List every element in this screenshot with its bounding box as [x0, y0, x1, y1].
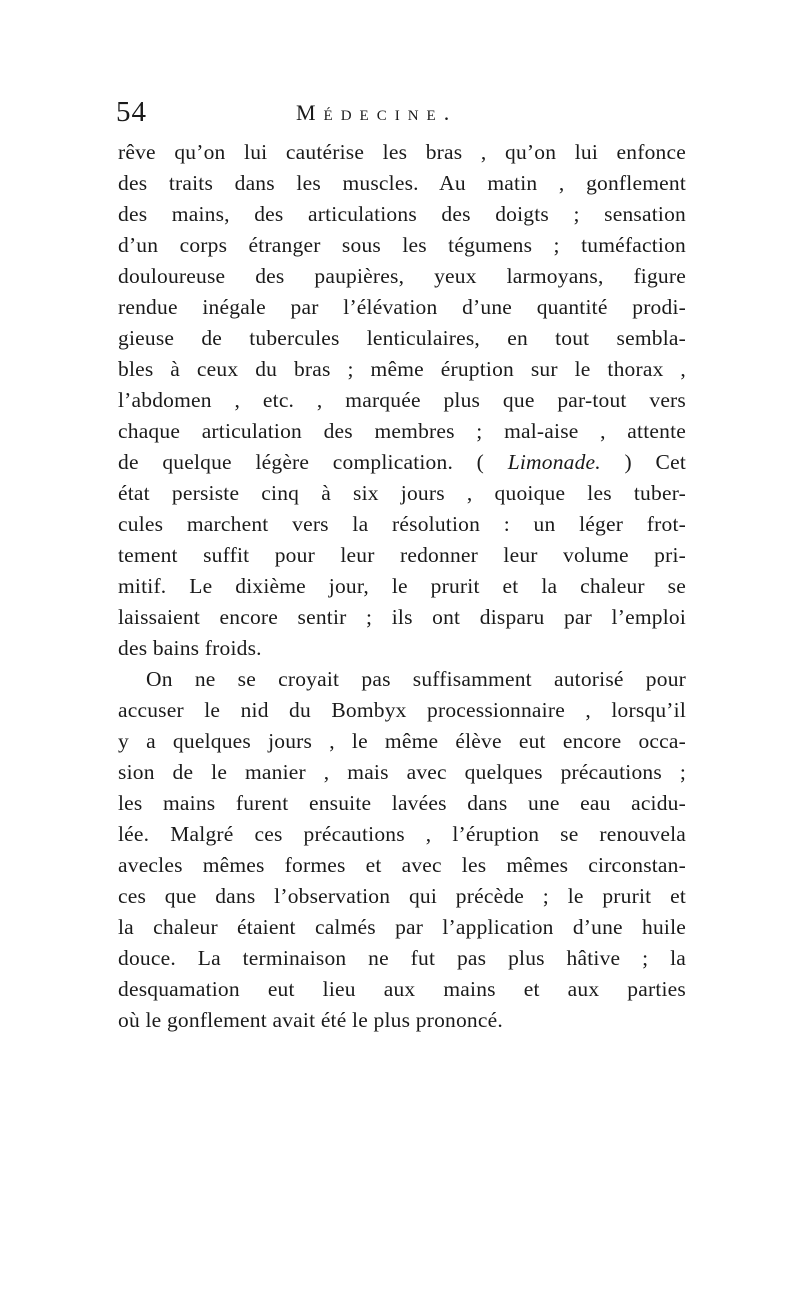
- page-number: 54: [116, 96, 147, 128]
- text-line: On ne se croyait pas suffisamment autorisé pour: [146, 667, 686, 691]
- text-line: les mains furent ensuite lavées dans une eau acidu-: [118, 791, 686, 815]
- text-line: desquamation eut lieu aux mains et aux parties: [118, 977, 686, 1001]
- text-line: état persiste cinq à six jours , quoique les tuber-: [118, 481, 686, 505]
- text-line: avecles mêmes formes et avec les mêmes circonstan-: [118, 853, 686, 877]
- text-line: chaque articulation des membres ; mal-aise , attente: [118, 419, 686, 443]
- text-line-with-italic: [118, 447, 686, 478]
- text-line: la chaleur étaient calmés par l’application d’une huile: [118, 915, 686, 939]
- text-line: tement suffit pour leur redonner leur volume pri-: [118, 543, 686, 567]
- text-line: laissaient encore sentir ; ils ont disparu par l’emploi: [118, 605, 686, 629]
- text-line: ces que dans l’observation qui précède ; le prurit et: [118, 884, 686, 908]
- text-line: bles à ceux du bras ; même éruption sur le thorax ,: [118, 357, 686, 381]
- text-line: rendue inégale par l’élévation d’une quantité prodi-: [118, 295, 686, 319]
- italic-word: Limonade.: [507, 450, 601, 474]
- paragraph-1: [118, 137, 686, 664]
- text-line: lée. Malgré ces précautions , l’éruption se renouvela: [118, 822, 686, 846]
- paragraph-2: [118, 664, 686, 1036]
- text-line: y a quelques jours , le même élève eut encore occa-: [118, 729, 686, 753]
- text-line: douloureuse des paupières, yeux larmoyans, figure: [118, 264, 686, 288]
- text-line: mitif. Le dixième jour, le prurit et la chaleur se: [118, 574, 686, 598]
- text-line: douce. La terminaison ne fut pas plus hâtive ; la: [118, 946, 686, 970]
- text-line: l’abdomen , etc. , marquée plus que par-tout vers: [118, 388, 686, 412]
- body-text: [118, 137, 686, 1036]
- text-line: des bains froids.: [118, 636, 262, 660]
- text-line: rêve qu’on lui cautérise les bras , qu’on lui enfonce: [118, 140, 686, 164]
- text-line: sion de le manier , mais avec quelques précautions ;: [118, 760, 686, 784]
- text-line: où le gonflement avait été le plus prononcé.: [118, 1008, 503, 1032]
- text-line: cules marchent vers la résolution : un léger frot-: [118, 512, 686, 536]
- text-line: accuser le nid du Bombyx processionnaire , lorsqu’il: [118, 698, 686, 722]
- text-line: d’un corps étranger sous les tégumens ; tuméfaction: [118, 233, 686, 257]
- text-line: des traits dans les muscles. Au matin , gonflement: [118, 171, 686, 195]
- text-line-content: de quelque légère complication. ( Limonade. ) Cet: [118, 450, 686, 474]
- page-header: [116, 96, 686, 136]
- running-title: Médecine.: [296, 100, 458, 125]
- text-line: des mains, des articulations des doigts ; sensation: [118, 202, 686, 226]
- text-line: gieuse de tubercules lenticulaires, en tout sembla-: [118, 326, 686, 350]
